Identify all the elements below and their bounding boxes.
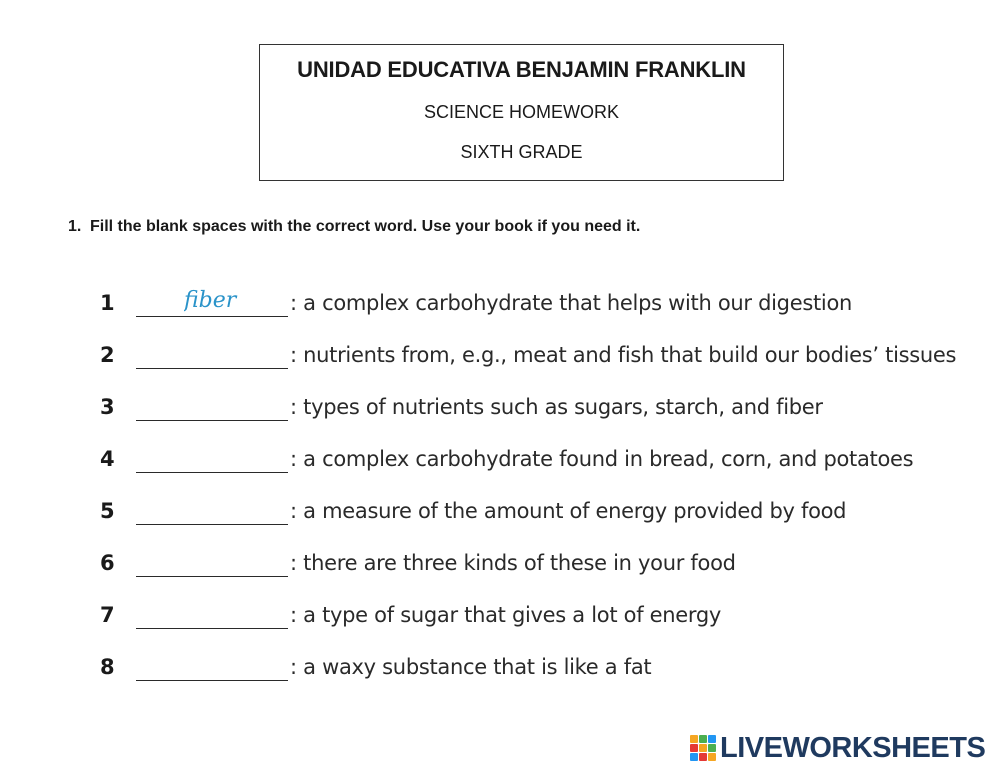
question-number: 4 (100, 447, 115, 471)
question-number: 5 (100, 499, 115, 523)
question-item (0, 337, 999, 377)
question-item (0, 649, 999, 689)
question-item (0, 285, 999, 325)
answer-input[interactable] (136, 597, 288, 629)
answer-input[interactable] (136, 285, 288, 317)
grade-label: SIXTH GRADE (460, 142, 583, 162)
answer-input[interactable] (136, 493, 288, 525)
answer-input[interactable] (136, 441, 288, 473)
question-number: 6 (100, 551, 115, 575)
answer-input[interactable] (136, 649, 288, 681)
instruction-text: Fill the blank spaces with the correct word. Use your book if you need it. (90, 218, 641, 235)
question-number: 2 (100, 343, 115, 367)
answer-input[interactable] (136, 337, 288, 369)
question-definition: : there are three kinds of these in your food (290, 551, 736, 575)
liveworksheets-logo (690, 732, 985, 764)
instruction-number: 1. (68, 218, 82, 235)
question-number: 1 (100, 291, 115, 315)
question-definition: : a measure of the amount of energy provided by food (290, 499, 847, 523)
question-definition: : a complex carbohydrate that helps with our digestion (290, 291, 852, 315)
answer-input[interactable] (136, 545, 288, 577)
question-definition: : a type of sugar that gives a lot of energy (290, 603, 722, 627)
subject-title: SCIENCE HOMEWORK (423, 102, 619, 122)
school-name: UNIDAD EDUCATIVA BENJAMIN FRANKLIN (297, 57, 746, 82)
header-box (259, 44, 784, 181)
question-definition: : a complex carbohydrate found in bread, corn, and potatoes (290, 447, 914, 471)
question-definition: : nutrients from, e.g., meat and fish that build our bodies’ tissues (290, 343, 957, 367)
question-definition: : a waxy substance that is like a fat (290, 655, 652, 679)
question-number: 8 (100, 655, 115, 679)
question-item (0, 493, 999, 533)
question-number: 7 (100, 603, 115, 627)
logo-text: LIVEWORKSHEETS (720, 731, 986, 764)
instruction (68, 218, 640, 236)
question-item (0, 441, 999, 481)
answer-input[interactable] (136, 389, 288, 421)
question-number: 3 (100, 395, 115, 419)
question-definition: : types of nutrients such as sugars, starch, and fiber (290, 395, 823, 419)
liveworksheets-grid-icon (690, 735, 716, 761)
question-item (0, 597, 999, 637)
question-item (0, 545, 999, 585)
question-item (0, 389, 999, 429)
